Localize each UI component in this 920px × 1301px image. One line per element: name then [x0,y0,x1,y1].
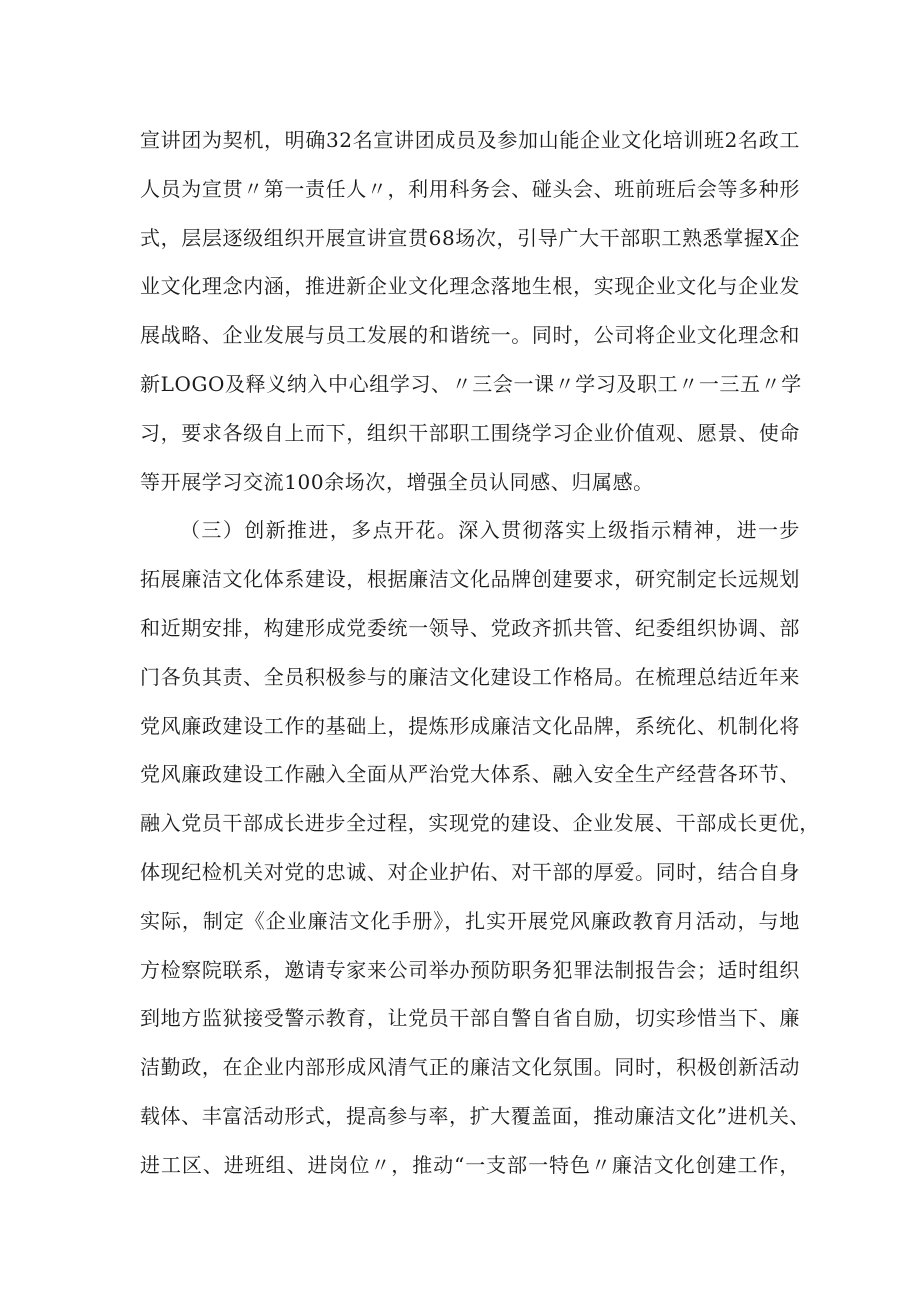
text-line: 习，要求各级自上而下，组织干部职工围绕学习企业价值观、愿景、使命 [140,420,800,445]
body-text [140,116,820,1190]
text-line: 新LOGO及释义纳入中心组学习、〃三会一课〃学习及职工〃一三五〃学 [140,371,802,396]
text-line: 式，层层逐级组织开展宣讲宣贯68场次，引导广大干部职工熟悉掌握X企 [140,225,800,250]
text-line: 载体、丰富活动形式，提高参与率，扩大覆盖面，推动廉洁文化”进机关、 [140,1103,811,1128]
text-line: 和近期安排，构建形成党委统一领导、党政齐抓共管、纪委组织协调、部 [140,615,800,640]
text-line: 宣讲团为契机，明确32名宣讲团成员及参加山能企业文化培训班2名政工 [140,128,800,152]
text-line: 业文化理念内涵，推进新企业文化理念落地生根，实现企业文化与企业发 [140,274,800,299]
text-line: 展战略、企业发展与员工发展的和谐统一。同时，公司将企业文化理念和 [140,323,800,348]
text-line: 党风廉政建设工作融入全面从严治党大体系、融入安全生产经营各环节、 [140,762,800,787]
text-line: 党风廉政建设工作的基础上，提炼形成廉洁文化品牌，系统化、机制化将 [140,713,800,738]
paragraph-integrity-culture [140,506,820,1189]
section-heading-line: （三）创新推进，多点开花。深入贯彻落实上级指示精神，进一步 [180,518,800,543]
text-line: 门各负其责、全员积极参与的廉洁文化建设工作格局。在梳理总结近年来 [140,664,800,689]
text-line: 体现纪检机关对党的忠诚、对企业护佑、对干部的厚爱。同时，结合自身 [140,859,800,884]
text-line: 洁勤政，在企业内部形成风清气正的廉洁文化氛围。同时，积极创新活动 [140,1055,800,1080]
text-line: 拓展廉洁文化体系建设，根据廉洁文化品牌创建要求，研究制定长远规划 [140,567,800,592]
paragraph-culture-promotion [140,116,800,506]
text-line: 方检察院联系，邀请专家来公司举办预防职务犯罪法制报告会；适时组织 [140,957,800,982]
text-line: 人员为宣贯〃第一责任人〃，利用科务会、碰头会、班前班后会等多种形 [140,176,800,201]
text-line: 实际，制定《企业廉洁文化手册》，扎实开展党风廉政教育月活动，与地 [140,908,800,933]
text-line: 进工区、进班组、进岗位〃，推动“一支部一特色〃廉洁文化创建工作， [140,1152,800,1177]
text-line: 到地方监狱接受警示教育，让党员干部自警自省自励，切实珍惜当下、廉 [140,1006,800,1031]
text-line: 等开展学习交流100余场次，增强全员认同感、归属感。 [140,469,654,494]
text-line: 融入党员干部成长进步全过程，实现党的建设、企业发展、干部成长更优， [140,811,820,836]
